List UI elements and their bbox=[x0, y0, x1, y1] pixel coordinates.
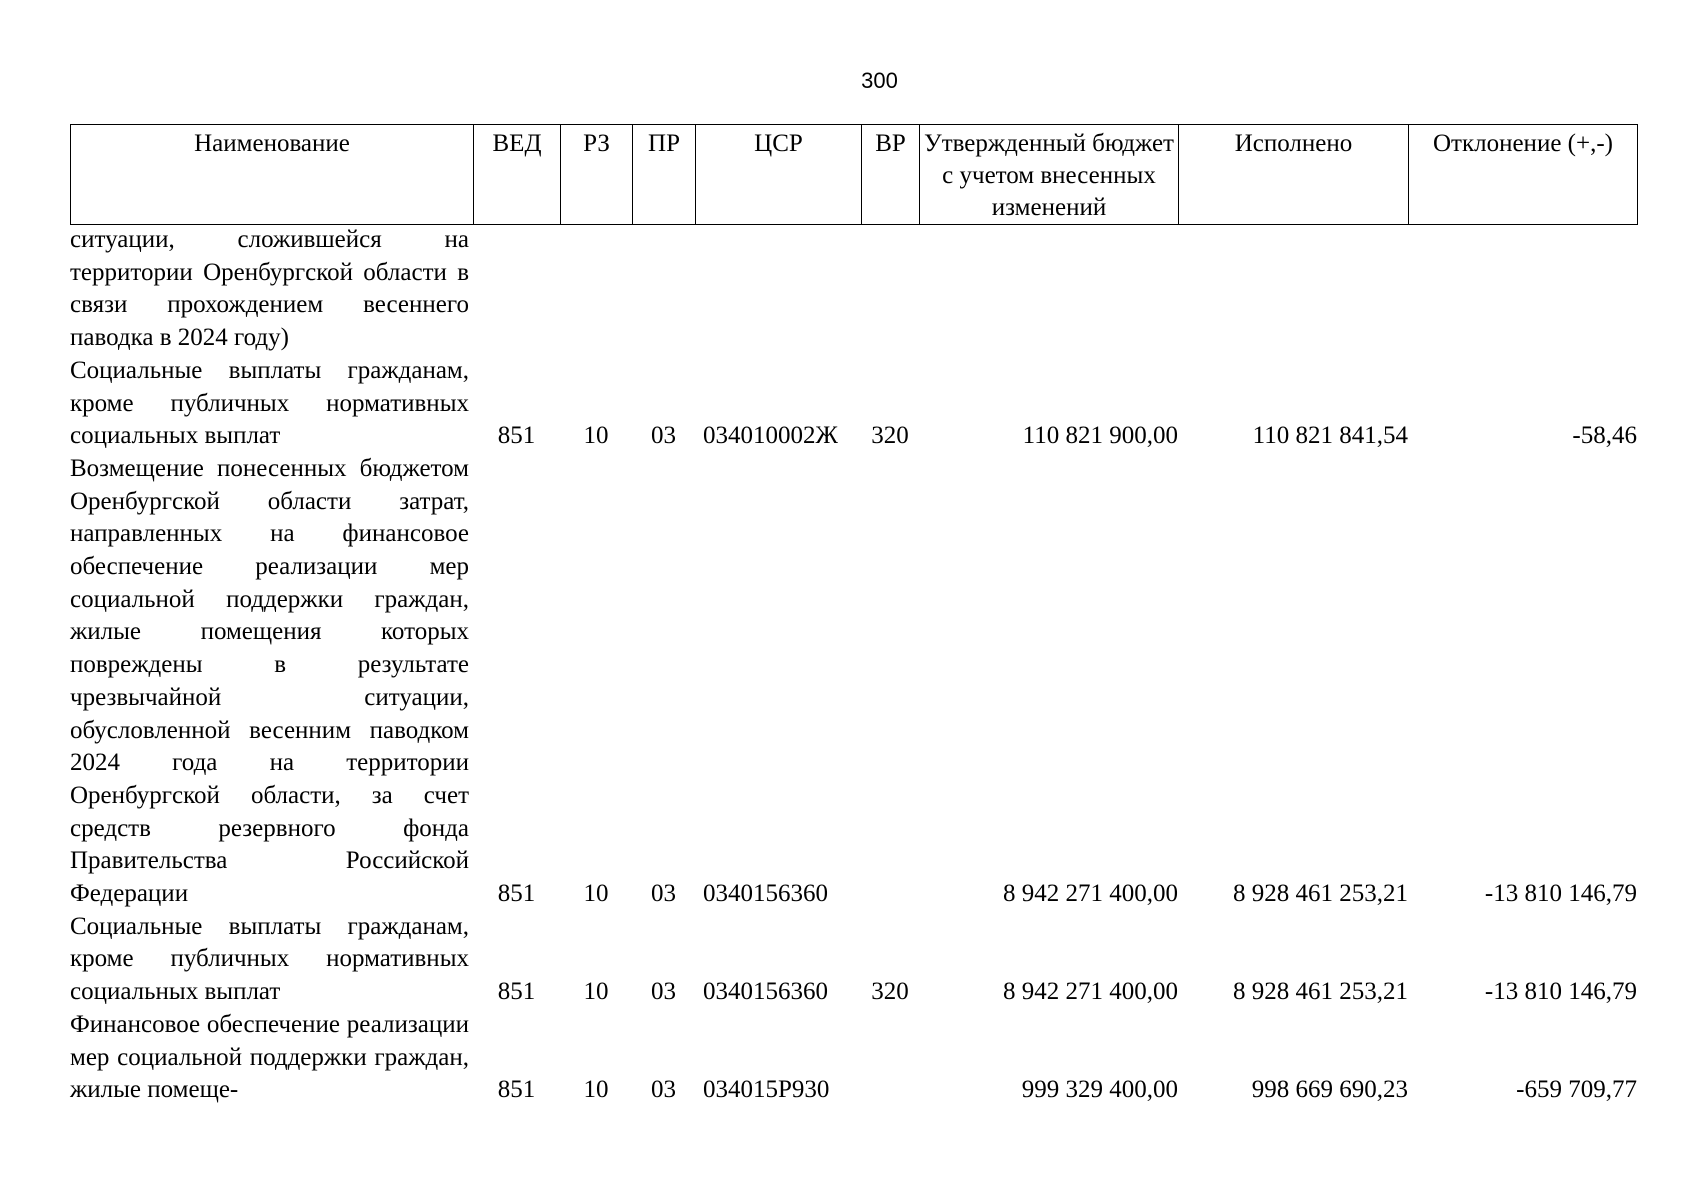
header-pr: ПР bbox=[633, 125, 696, 225]
cell-name: Социальные выплаты гражданам, кроме публичных нормативных социальных выплат bbox=[70, 356, 469, 450]
table-row bbox=[70, 911, 1637, 1009]
cell-vr bbox=[861, 1009, 919, 1107]
cell-budget: 110 821 900,00 bbox=[1022, 422, 1178, 450]
table-row bbox=[70, 453, 1637, 911]
table-row bbox=[70, 1009, 1637, 1107]
cell-ved: 851 bbox=[497, 1076, 536, 1104]
cell-executed: 998 669 690,23 bbox=[1251, 1076, 1408, 1104]
cell-deviation bbox=[1408, 224, 1637, 355]
header-ved: ВЕД bbox=[474, 125, 561, 225]
cell-budget: 999 329 400,00 bbox=[1021, 1076, 1178, 1104]
header-csr: ЦСР bbox=[696, 125, 862, 225]
cell-vr: 320 bbox=[871, 978, 909, 1006]
cell-rz: 10 bbox=[583, 1076, 609, 1104]
table-row bbox=[70, 224, 1637, 355]
cell-csr bbox=[695, 224, 861, 355]
cell-name: Социальные выплаты гражданам, кроме публичных нормативных социальных выплат bbox=[70, 912, 469, 1006]
cell-rz bbox=[560, 224, 632, 355]
cell-name: Финансовое обеспечение реализации мер социальной поддержки граждан, жилые помеще- bbox=[70, 1010, 469, 1104]
cell-executed bbox=[1178, 224, 1408, 355]
cell-rz: 10 bbox=[583, 422, 609, 450]
cell-pr: 03 bbox=[651, 1076, 676, 1104]
cell-executed: 8 928 461 253,21 bbox=[1233, 880, 1408, 908]
cell-vr bbox=[861, 224, 919, 355]
cell-executed: 8 928 461 253,21 bbox=[1233, 978, 1408, 1006]
cell-csr: 034010002Ж bbox=[703, 422, 838, 450]
header-executed: Исполнено bbox=[1179, 125, 1409, 225]
page-number: 300 bbox=[861, 68, 898, 93]
header-vr: ВР bbox=[862, 125, 920, 225]
header-name: Наименование bbox=[71, 125, 474, 225]
cell-csr: 034015Р930 bbox=[703, 1076, 830, 1104]
cell-csr: 0340156360 bbox=[703, 978, 828, 1006]
cell-pr: 03 bbox=[651, 978, 676, 1006]
cell-deviation: -13 810 146,79 bbox=[1484, 880, 1637, 908]
cell-vr bbox=[861, 453, 919, 911]
cell-csr: 0340156360 bbox=[703, 880, 828, 908]
cell-name: Возмещение понесенных бюджетом Оренбургской области затрат, направленных на финансовое обеспечение реализации мер социальной поддержки граждан, жилые помещения которых повреждены в результате чрезвычайной ситуации, обусловленной весенним паводком 2024 года на территории Оренбургской области, за счет средств резервного фонда Правительства Российской Федерации bbox=[70, 454, 469, 908]
cell-deviation: -58,46 bbox=[1572, 422, 1637, 450]
cell-pr: 03 bbox=[651, 422, 676, 450]
cell-budget: 8 942 271 400,00 bbox=[1003, 880, 1178, 908]
cell-ved bbox=[473, 224, 560, 355]
cell-rz: 10 bbox=[583, 978, 609, 1006]
cell-pr bbox=[632, 224, 695, 355]
header-rz: РЗ bbox=[561, 125, 633, 225]
table-header bbox=[70, 124, 1638, 225]
table-row bbox=[70, 355, 1637, 453]
table-body bbox=[70, 224, 1637, 1107]
cell-rz: 10 bbox=[583, 880, 609, 908]
cell-ved: 851 bbox=[497, 422, 536, 450]
cell-budget bbox=[919, 224, 1178, 355]
cell-deviation: -659 709,77 bbox=[1516, 1076, 1637, 1104]
cell-budget: 8 942 271 400,00 bbox=[1003, 978, 1178, 1006]
cell-vr: 320 bbox=[871, 422, 909, 450]
cell-name: ситуации, сложившейся на территории Оренбургской области в связи прохождением весеннего паводка в 2024 году) bbox=[70, 226, 469, 352]
cell-deviation: -13 810 146,79 bbox=[1484, 978, 1637, 1006]
header-budget: Утвержденный бюджет с учетом внесенных изменений bbox=[920, 125, 1179, 225]
cell-pr: 03 bbox=[651, 880, 676, 908]
header-deviation: Отклонение (+,-) bbox=[1409, 125, 1638, 225]
cell-ved: 851 bbox=[497, 978, 536, 1006]
cell-executed: 110 821 841,54 bbox=[1252, 422, 1408, 450]
cell-ved: 851 bbox=[497, 880, 536, 908]
